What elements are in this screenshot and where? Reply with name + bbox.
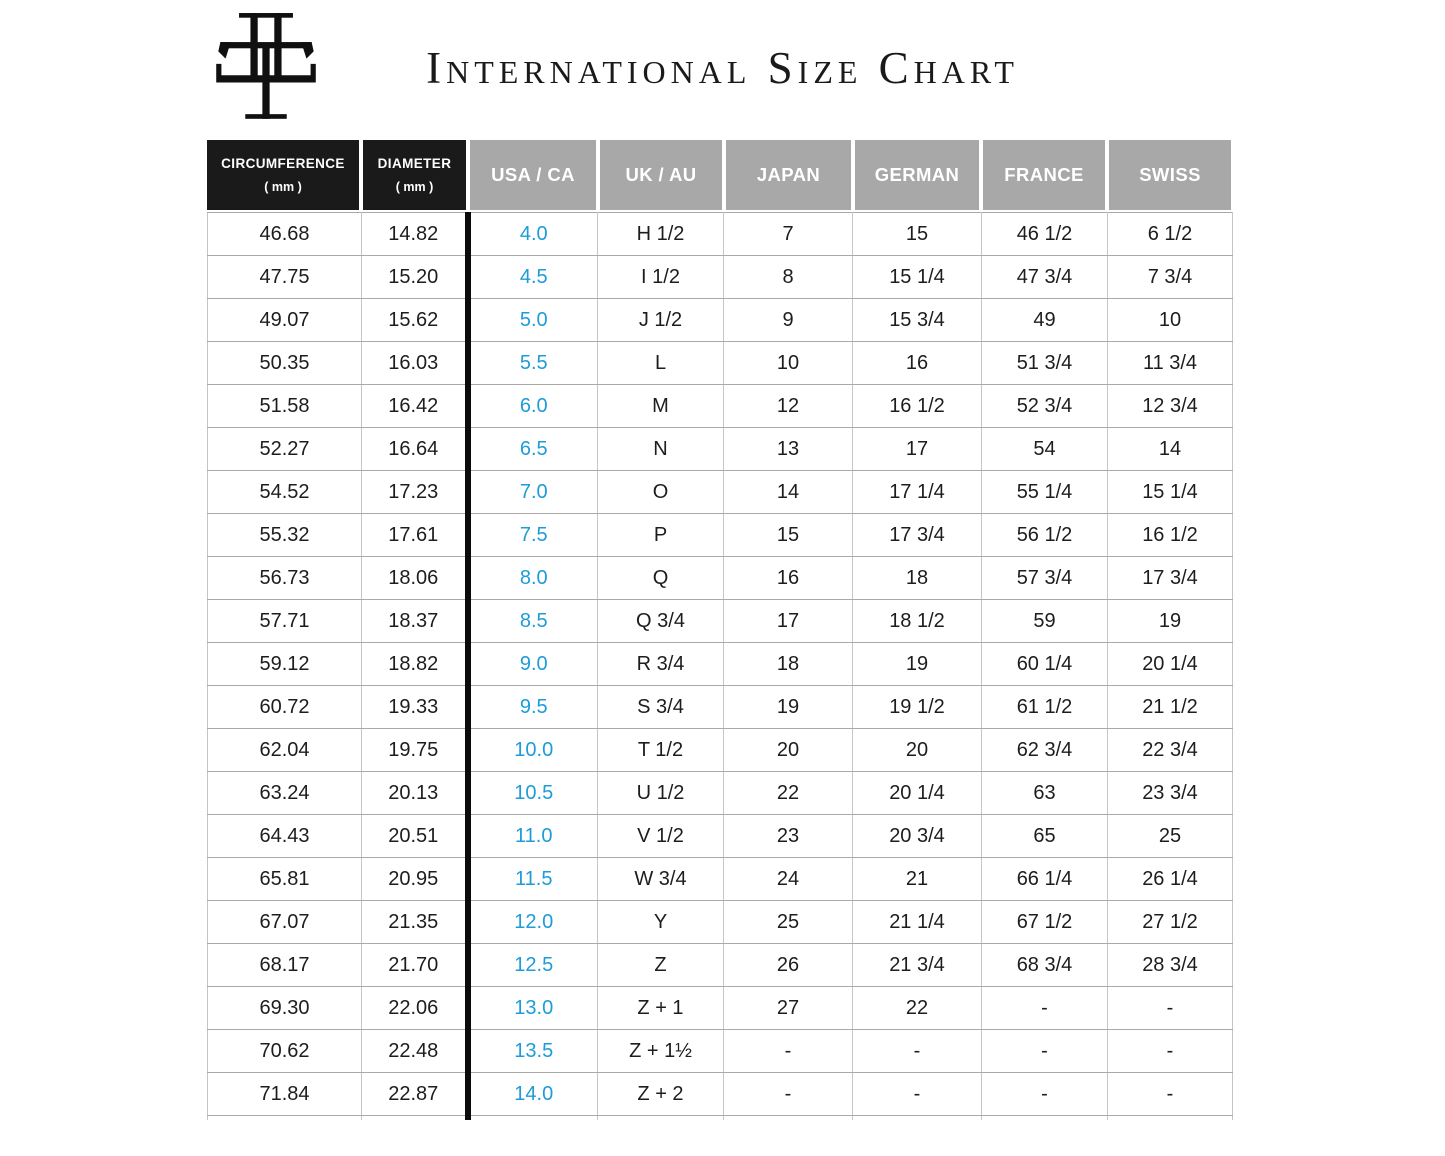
table-cell: 19 1/2: [853, 686, 982, 729]
table-cell: 65.81: [208, 858, 362, 901]
table-cell: 70.62: [208, 1030, 362, 1073]
table-cell: 5.5: [468, 342, 598, 385]
table-cell: 52 3/4: [982, 385, 1108, 428]
table-cell: Q 3/4: [598, 600, 724, 643]
table-row: [208, 256, 1233, 299]
table-cell: 12.0: [468, 901, 598, 944]
table-cell: 20 3/4: [853, 815, 982, 858]
table-cell: 64.43: [208, 815, 362, 858]
table-row: [208, 858, 1233, 901]
table-cell: H 1/2: [598, 213, 724, 256]
table-cell: 67.07: [208, 901, 362, 944]
table-cell: 60 1/4: [982, 643, 1108, 686]
table-cell: [598, 1116, 724, 1121]
table-cell: 5.0: [468, 299, 598, 342]
table-cell: 14: [1108, 428, 1233, 471]
table-row: [208, 772, 1233, 815]
table-cell: 19: [724, 686, 853, 729]
table-cell: 19.75: [362, 729, 468, 772]
table-cell: Z: [598, 944, 724, 987]
table-row: [208, 600, 1233, 643]
table-cell: 18: [724, 643, 853, 686]
table-cell: 47.75: [208, 256, 362, 299]
table-cell: [982, 1116, 1108, 1121]
table-cell: R 3/4: [598, 643, 724, 686]
table-cell: 16: [724, 557, 853, 600]
table-cell: 68.17: [208, 944, 362, 987]
table-cell: 20 1/4: [1108, 643, 1233, 686]
table-cell: 8: [724, 256, 853, 299]
table-row: [208, 686, 1233, 729]
table-cell: 15: [724, 514, 853, 557]
table-cell: 14: [724, 471, 853, 514]
column-header-diameter: [363, 140, 466, 210]
table-cell: 18.82: [362, 643, 468, 686]
table-cell: 15 3/4: [853, 299, 982, 342]
table-cell: [362, 1116, 468, 1121]
table-cell: 6.5: [468, 428, 598, 471]
table-cell: 9: [724, 299, 853, 342]
table-cell: 17 1/4: [853, 471, 982, 514]
table-cell: -: [1108, 1030, 1233, 1073]
table-cell: 51 3/4: [982, 342, 1108, 385]
table-cell: 56.73: [208, 557, 362, 600]
table-row: [208, 944, 1233, 987]
column-header-france: [983, 140, 1105, 210]
table-cell: 62.04: [208, 729, 362, 772]
table-cell: 16: [853, 342, 982, 385]
table-row: [208, 729, 1233, 772]
table-cell: 17: [724, 600, 853, 643]
table-cell: 16 1/2: [853, 385, 982, 428]
table-cell: 51.58: [208, 385, 362, 428]
column-header-label: GERMAN: [874, 164, 960, 185]
table-cell: 65: [982, 815, 1108, 858]
table-cell: M: [598, 385, 724, 428]
table-cell: 50.35: [208, 342, 362, 385]
table-row: [208, 901, 1233, 944]
table-cell: 19: [853, 643, 982, 686]
column-header-unit: ( mm ): [395, 180, 434, 194]
table-cell: 63: [982, 772, 1108, 815]
table-cell: [1108, 1116, 1233, 1121]
table-cell: 25: [724, 901, 853, 944]
table-row: [208, 299, 1233, 342]
table-cell: 61 1/2: [982, 686, 1108, 729]
table-cell: 21 3/4: [853, 944, 982, 987]
table-cell: 13: [724, 428, 853, 471]
table-cell: 13.5: [468, 1030, 598, 1073]
table-cell: 15 1/4: [1108, 471, 1233, 514]
table-cell: 20.51: [362, 815, 468, 858]
table-cell: 15: [853, 213, 982, 256]
table-cell: 66 1/4: [982, 858, 1108, 901]
table-cell: 20.13: [362, 772, 468, 815]
table-cell: 49.07: [208, 299, 362, 342]
column-header-circumference: [207, 140, 359, 210]
partial-table-row: [208, 1116, 1233, 1121]
table-cell: -: [724, 1030, 853, 1073]
table-cell: 28 3/4: [1108, 944, 1233, 987]
table-cell: 16 1/2: [1108, 514, 1233, 557]
table-cell: 14.82: [362, 213, 468, 256]
table-cell: [724, 1116, 853, 1121]
table-cell: 12: [724, 385, 853, 428]
table-cell: 23 3/4: [1108, 772, 1233, 815]
table-cell: 17: [853, 428, 982, 471]
table-cell: 21.70: [362, 944, 468, 987]
table-cell: 11.0: [468, 815, 598, 858]
table-cell: 22: [853, 987, 982, 1030]
table-cell: 47 3/4: [982, 256, 1108, 299]
table-cell: 11 3/4: [1108, 342, 1233, 385]
table-row: [208, 1073, 1233, 1116]
table-cell: 16.64: [362, 428, 468, 471]
table-cell: 52.27: [208, 428, 362, 471]
table-cell: 21.35: [362, 901, 468, 944]
table-cell: Y: [598, 901, 724, 944]
table-cell: 17 3/4: [1108, 557, 1233, 600]
table-cell: 56 1/2: [982, 514, 1108, 557]
table-cell: N: [598, 428, 724, 471]
table-cell: -: [853, 1073, 982, 1116]
table-cell: 19: [1108, 600, 1233, 643]
table-cell: 24: [724, 858, 853, 901]
table-cell: 8.5: [468, 600, 598, 643]
table-cell: 6 1/2: [1108, 213, 1233, 256]
table-cell: 27: [724, 987, 853, 1030]
table-cell: 20.95: [362, 858, 468, 901]
table-cell: 49: [982, 299, 1108, 342]
table-cell: -: [1108, 1073, 1233, 1116]
table-cell: 22.48: [362, 1030, 468, 1073]
column-header-german: [855, 140, 979, 210]
table-cell: 9.5: [468, 686, 598, 729]
column-header-japan: [726, 140, 851, 210]
table-row: [208, 342, 1233, 385]
table-cell: -: [982, 987, 1108, 1030]
table-cell: 18.06: [362, 557, 468, 600]
column-header-label: UK / AU: [625, 164, 697, 185]
column-header-label: JAPAN: [756, 164, 821, 185]
table-cell: 55.32: [208, 514, 362, 557]
table-cell: O: [598, 471, 724, 514]
table-cell: 10: [1108, 299, 1233, 342]
table-cell: L: [598, 342, 724, 385]
table-row: [208, 428, 1233, 471]
column-header-label: CIRCUMFERENCE: [221, 156, 345, 171]
table-cell: -: [982, 1073, 1108, 1116]
table-cell: 57.71: [208, 600, 362, 643]
table-cell: -: [853, 1030, 982, 1073]
table-cell: 26 1/4: [1108, 858, 1233, 901]
table-cell: [208, 1116, 362, 1121]
table-cell: 60.72: [208, 686, 362, 729]
table-cell: 18.37: [362, 600, 468, 643]
table-cell: 7.5: [468, 514, 598, 557]
table-cell: 59: [982, 600, 1108, 643]
column-header-uk-au: [600, 140, 722, 210]
table-cell: 20: [853, 729, 982, 772]
table-body: [207, 212, 1233, 1120]
table-cell: S 3/4: [598, 686, 724, 729]
table-cell: 22.87: [362, 1073, 468, 1116]
table-row: [208, 213, 1233, 256]
table-cell: T 1/2: [598, 729, 724, 772]
table-cell: 16.42: [362, 385, 468, 428]
table-cell: 21 1/4: [853, 901, 982, 944]
column-header-label: SWISS: [1139, 164, 1201, 185]
column-header-usa-ca: [470, 140, 596, 210]
table-row: [208, 385, 1233, 428]
table-cell: Z + 2: [598, 1073, 724, 1116]
table-cell: 25: [1108, 815, 1233, 858]
table-cell: 11.5: [468, 858, 598, 901]
table-cell: 7: [724, 213, 853, 256]
table-cell: 15 1/4: [853, 256, 982, 299]
table-cell: 22.06: [362, 987, 468, 1030]
table-row: [208, 471, 1233, 514]
column-header-swiss: [1109, 140, 1231, 210]
table-cell: [468, 1116, 598, 1121]
column-header-label: USA / CA: [491, 164, 575, 185]
table-row: [208, 643, 1233, 686]
table-header-row: [207, 140, 1233, 210]
table-cell: -: [1108, 987, 1233, 1030]
table-row: [208, 815, 1233, 858]
table-cell: 20 1/4: [853, 772, 982, 815]
page-title: International Size Chart: [426, 43, 1019, 93]
table-cell: 13.0: [468, 987, 598, 1030]
size-chart-table: [207, 140, 1233, 1120]
table-cell: 55 1/4: [982, 471, 1108, 514]
column-header-label: DIAMETER: [377, 156, 452, 171]
table-cell: 63.24: [208, 772, 362, 815]
table-cell: 59.12: [208, 643, 362, 686]
table-cell: 8.0: [468, 557, 598, 600]
table-cell: 20: [724, 729, 853, 772]
table-cell: 9.0: [468, 643, 598, 686]
table-cell: 27 1/2: [1108, 901, 1233, 944]
table-cell: 23: [724, 815, 853, 858]
table-cell: 18 1/2: [853, 600, 982, 643]
table-cell: 26: [724, 944, 853, 987]
table-cell: 15.62: [362, 299, 468, 342]
table-cell: -: [724, 1073, 853, 1116]
table-cell: 54: [982, 428, 1108, 471]
column-header-label: FRANCE: [1004, 164, 1084, 185]
table-cell: 19.33: [362, 686, 468, 729]
table-cell: 17.23: [362, 471, 468, 514]
table-cell: 22 3/4: [1108, 729, 1233, 772]
table-row: [208, 514, 1233, 557]
table-cell: 10.5: [468, 772, 598, 815]
table-cell: J 1/2: [598, 299, 724, 342]
table-cell: 54.52: [208, 471, 362, 514]
table-cell: 21: [853, 858, 982, 901]
table-row: [208, 557, 1233, 600]
table-cell: 4.5: [468, 256, 598, 299]
table-cell: 22: [724, 772, 853, 815]
table-cell: 17 3/4: [853, 514, 982, 557]
table-cell: W 3/4: [598, 858, 724, 901]
table-cell: -: [982, 1030, 1108, 1073]
table-cell: Z + 1: [598, 987, 724, 1030]
table-cell: 62 3/4: [982, 729, 1108, 772]
table-cell: 12.5: [468, 944, 598, 987]
column-header-unit: ( mm ): [264, 180, 302, 194]
table-row: [208, 1030, 1233, 1073]
table-cell: 46.68: [208, 213, 362, 256]
table-cell: 71.84: [208, 1073, 362, 1116]
table-cell: 17.61: [362, 514, 468, 557]
table-cell: Z + 1½: [598, 1030, 724, 1073]
table-cell: 68 3/4: [982, 944, 1108, 987]
table-cell: 67 1/2: [982, 901, 1108, 944]
table-cell: 10: [724, 342, 853, 385]
table-cell: 16.03: [362, 342, 468, 385]
table-cell: [853, 1116, 982, 1121]
table-cell: 18: [853, 557, 982, 600]
table-row: [208, 987, 1233, 1030]
table-cell: Q: [598, 557, 724, 600]
table-cell: 15.20: [362, 256, 468, 299]
table-cell: P: [598, 514, 724, 557]
table-cell: 46 1/2: [982, 213, 1108, 256]
table-cell: 12 3/4: [1108, 385, 1233, 428]
table-cell: 6.0: [468, 385, 598, 428]
table-cell: 7 3/4: [1108, 256, 1233, 299]
table-cell: 7.0: [468, 471, 598, 514]
table-cell: 10.0: [468, 729, 598, 772]
table-cell: 14.0: [468, 1073, 598, 1116]
table-cell: 69.30: [208, 987, 362, 1030]
table-cell: V 1/2: [598, 815, 724, 858]
table-cell: I 1/2: [598, 256, 724, 299]
table-cell: 57 3/4: [982, 557, 1108, 600]
table-cell: 21 1/2: [1108, 686, 1233, 729]
table-cell: 4.0: [468, 213, 598, 256]
table-cell: U 1/2: [598, 772, 724, 815]
